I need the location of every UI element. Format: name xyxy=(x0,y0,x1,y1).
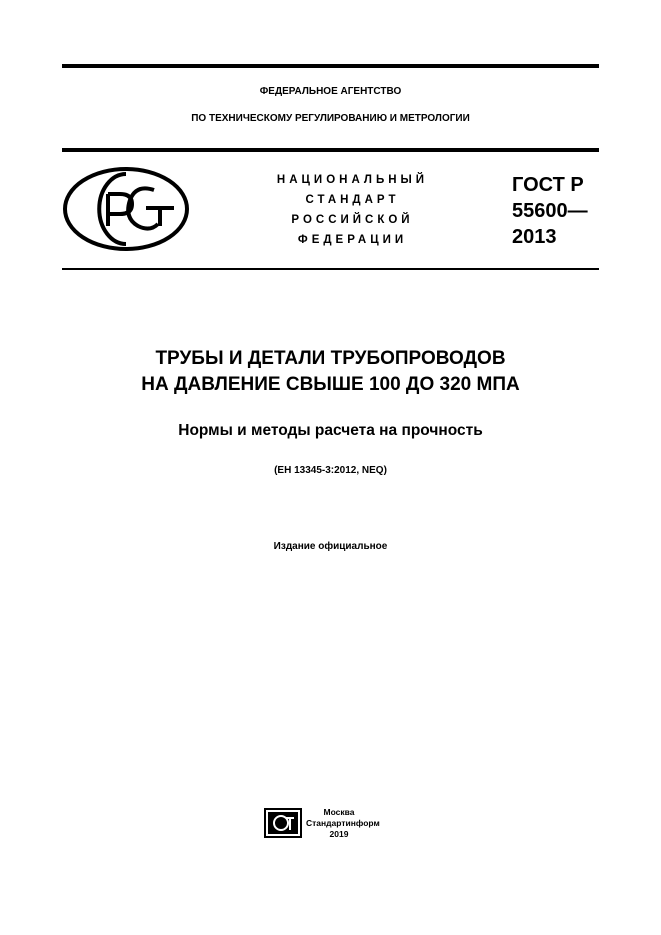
rst-certification-mark-icon xyxy=(62,166,190,252)
standard-line-1: НАЦИОНАЛЬНЫЙ xyxy=(276,174,429,186)
document-subtitle: Нормы и методы расчета на прочность xyxy=(178,422,483,439)
gost-line-1: ГОСТ Р xyxy=(512,174,584,196)
publisher-block xyxy=(306,807,380,840)
document-title xyxy=(0,346,661,398)
standard-line-2: СТАНДАРТ xyxy=(305,194,400,206)
publisher-name: Стандартинформ xyxy=(306,818,380,828)
publisher-year: 2019 xyxy=(329,829,349,839)
agency-line-2: ПО ТЕХНИЧЕСКОМУ РЕГУЛИРОВАНИЮ И МЕТРОЛОГИИ xyxy=(191,113,470,124)
header-rule xyxy=(62,148,599,152)
edition-label: Издание официальное xyxy=(273,541,388,552)
top-rule xyxy=(62,64,599,68)
gost-designation xyxy=(512,172,588,250)
title-line-1: ТРУБЫ И ДЕТАЛИ ТРУБОПРОВОДОВ xyxy=(155,348,506,369)
reference-standard: (EH 13345-3:2012, NEQ) xyxy=(274,465,387,476)
gost-line-3: 2013 xyxy=(512,226,557,248)
standard-line-3: РОССИЙСКОЙ xyxy=(291,214,414,226)
standard-block xyxy=(240,170,465,250)
standartinform-logo-icon xyxy=(264,808,302,838)
publisher-city: Москва xyxy=(323,807,355,817)
standard-line-4: ФЕДЕРАЦИИ xyxy=(297,234,408,246)
agency-line-1: ФЕДЕРАЛЬНОЕ АГЕНТСТВО xyxy=(259,86,402,97)
title-line-2: НА ДАВЛЕНИЕ СВЫШЕ 100 ДО 320 МПА xyxy=(141,374,520,395)
gost-line-2: 55600— xyxy=(512,200,588,222)
standard-rule xyxy=(62,268,599,270)
